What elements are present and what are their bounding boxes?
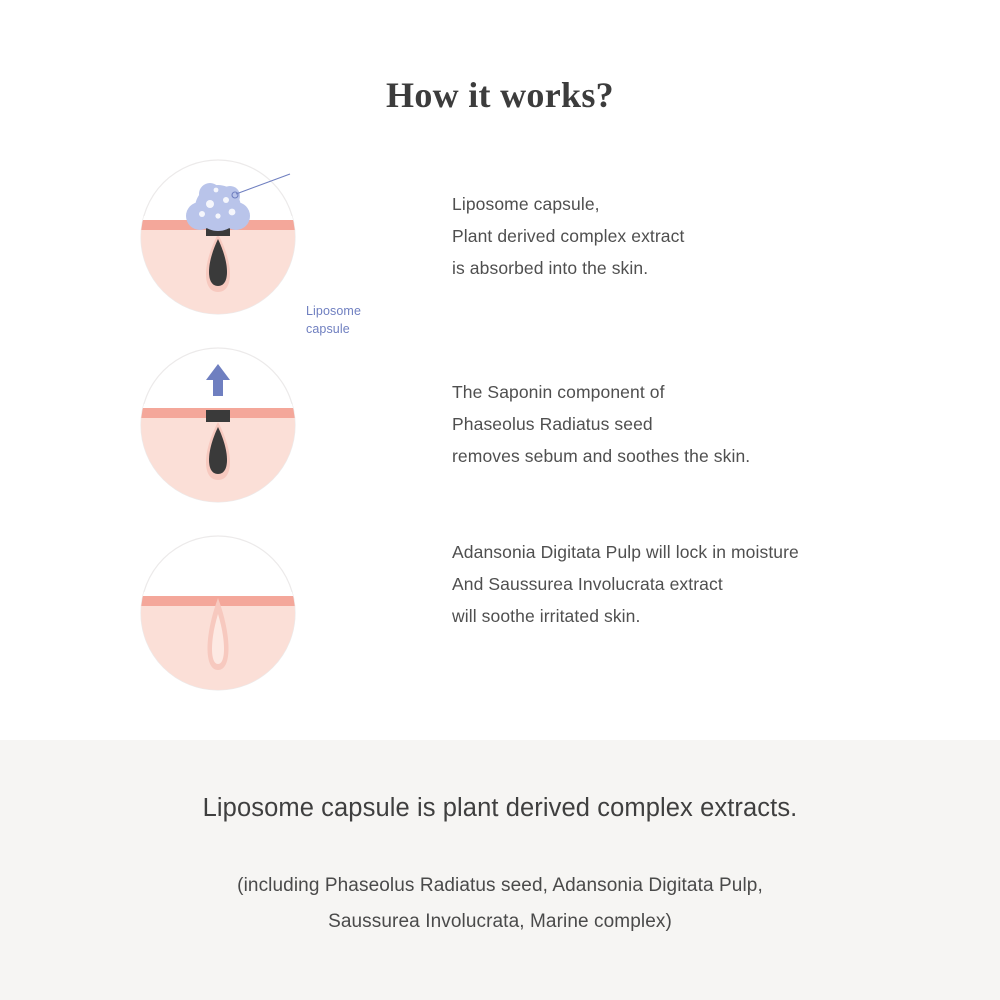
caption-line: is absorbed into the skin.: [452, 258, 649, 278]
summary-subtext-line: (including Phaseolus Radiatus seed, Adansonia Digitata Pulp,: [237, 875, 763, 896]
caption-line: will soothe irritated skin.: [452, 606, 641, 626]
step-1: [0, 142, 1000, 336]
skin-cross-section-clean-pore-icon: [140, 518, 296, 708]
caption-line: Phaseolus Radiatus seed: [452, 414, 653, 434]
summary-section: [0, 740, 1000, 1000]
summary-headline: Liposome capsule is plant derived complex extracts.: [202, 794, 798, 822]
caption-line: removes sebum and soothes the skin.: [452, 446, 751, 466]
callout-line-1: Liposome: [306, 304, 361, 318]
caption-line: Liposome capsule,: [452, 194, 600, 214]
callout-line-2: capsule: [306, 322, 350, 336]
caption-line: And Saussurea Involucrata extract: [452, 574, 723, 594]
caption-line: Plant derived complex extract: [452, 226, 685, 246]
page-title: How it works?: [386, 75, 614, 115]
step-3-caption: [452, 536, 972, 632]
skin-cross-section-with-liposome-capsule-icon: [140, 142, 296, 332]
caption-line: Adansonia Digitata Pulp will lock in moisture: [452, 542, 799, 562]
caption-line: The Saponin component of: [452, 382, 665, 402]
step-1-caption: [452, 188, 972, 284]
skin-cross-section-with-upward-arrow-icon: [140, 330, 296, 520]
step-3: [0, 518, 1000, 708]
summary-subtext-line: Saussurea Involucrata, Marine complex): [328, 911, 672, 932]
step-2: [0, 330, 1000, 520]
summary-subtext: [0, 868, 1000, 940]
step-2-caption: [452, 376, 972, 472]
